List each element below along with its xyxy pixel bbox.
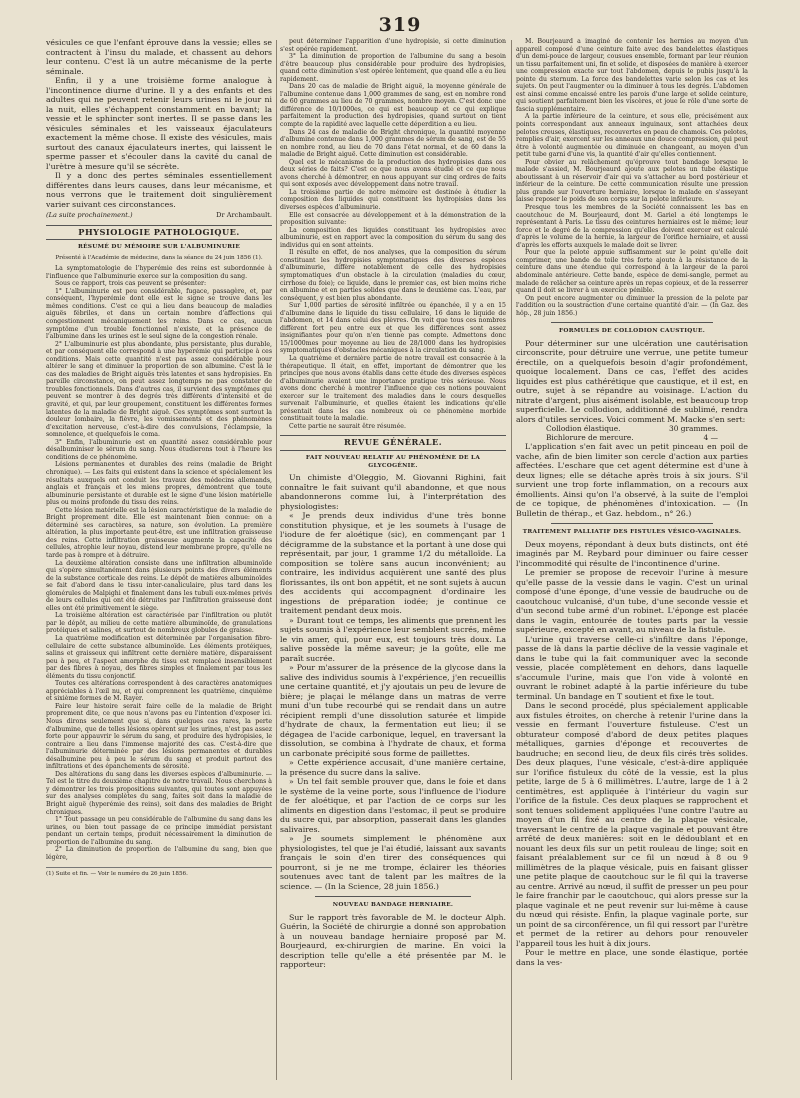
- paragraph: 2° L'albuminurie est plus abondante, plus persistante, plus durable, et par conséquent elle correspond à une hyperémie qui participe à ces conditions. Mais cette quantité n'est pas assez considérable pour altérer le sang et diminuer la proportion de son albumine. C'est là le cas des maladies de Bright aiguës très latentes et sans hydropisies. En pareille circonstance, on peut assez longtemps ne pas constater de troubles fonctionnels. Dans d'autres cas, il survient des symptômes qui peuvent se montrer à des degrés très différents d'intensité et de gravité, et qui, par leur groupement, constituent les différentes formes latentes de la maladie de Bright aiguë. Ces symptômes sont surtout la douleur lombaire, la fièvre, les vomissements et des phénomènes d'excitation nerveuse, c'est-à-dire des convulsions, l'éclampsie, la somnolence, et quelquefois le coma.: [46, 340, 272, 439]
- paragraph: vésicules ce que l'enfant éprouve dans la vessie; elles se contractent à l'insu du malade, et chassent au dehors leur contenu. C'est là un autre mécanisme de la perte séminale.: [46, 38, 272, 76]
- paragraph: Quel est le mécanisme de la production des hydropisies dans ces deux séries de faits? C'est ce que nous avons étudié et ce que nous avons cherché à démontrer, en nous appuyant sur cinq ordres de faits qui sont exposés avec développement dans notre travail.: [280, 158, 506, 189]
- paragraph: Cette partie ne saurait être résumée.: [289, 422, 406, 430]
- paragraph: A la partie inférieure de la ceinture, et sous elle, précisément aux points correspondant aux anneaux inguinaux, sont attachées deux pelotes creuses, élastiques, recouvertes en peau de chamois. Ces pelotes, remplies d'air, exercent sur les anneaux une douce compression, qui peut être à volonté augmentée ou diminuée en changeant, au moyen d'un petit tube garni d'une vis, la quantité d'air qu'elles contiennent.: [516, 113, 748, 159]
- dose: 4 —: [703, 433, 718, 443]
- footnote: (1) Suite et fin. — Voir le numéro du 26 juin 1856.: [46, 867, 272, 879]
- ingredient: Bichlorure de mercure.: [546, 433, 634, 443]
- paragraph: On peut encore augmenter ou diminuer la pression de la pelote par l'addition ou la soustraction d'une certaine quantité d'air. — (In Gaz. des hôp., 28 juin 1856.): [516, 294, 748, 317]
- article-title: FORMULES DE COLLODION CAUSTIQUE.: [558, 328, 706, 335]
- divider: [315, 896, 471, 897]
- article-body: [516, 540, 748, 968]
- paragraph: Faire leur histoire serait faire celle de la maladie de Bright proprement dite, ce que nous n'avons pas eu l'intention d'exposer ici. Nous dirons seulement que si, dans quelques cas rares, la perte d'albumine, que de telles lésions opèrent sur les urines, n'est pas assez forte pour appauvrir le sérum du sang, et produire des hydropisies, le contraire a lieu dans l'immense majorité des cas. C'est-à-dire que l'albuminurie déterminée par des lésions permanentes et durables désalbumine peu à peu le sérum du sang et produit partout des infiltrations et des épanchements de sérosité.: [46, 702, 272, 771]
- paragraph: La symptomatologie de l'hyperémie des reins est subordonnée à l'influence que l'albuminurie exerce sur la composition du sang.: [46, 265, 272, 280]
- intro-text: [46, 38, 272, 209]
- dose: 30 grammes.: [669, 424, 718, 434]
- paragraph: 3° Enfin, l'albuminurie est en quantité assez considérable pour désalbuminiser le sérum du sang. Nous étudierons tout à l'heure les conditions de ce phénomène.: [46, 438, 272, 461]
- author-signature: Dr Archambault.: [216, 211, 272, 219]
- paragraph: « Je prends deux individus d'une très bonne constitution physique, et je les soumets à l'usage de l'iodure de fer aloétique (sic), en commençant par 1 décigramme de la substance et la portant à une dose qui représentait, par jour, 1 gramme 1/2 du métalloïde. La composition se tolère sans aucun inconvénient; au contraire, les individus acquièrent une santé des plus florissantes, ils ont bon appétit, et ne sont sujets à aucun des accidents qui accompagnent d'ordinaire les ingestions de préparation iodée; je continue ce traitement pendant deux mois.: [280, 511, 506, 616]
- paragraph: La troisième partie de notre mémoire est destinée à étudier la composition des liquides qui constituent les hydropisies dans les diverses espèces d'albuminurie.: [280, 188, 506, 212]
- paragraph: Toutes ces altérations correspondent à des caractères anatomiques appréciables à l'œil nu, et qui comprennent les quatrième, cinquième et sixième formes de M. Rayer.: [46, 680, 272, 703]
- article-body: [280, 913, 506, 970]
- paragraph: 2° La diminution de proportion de l'albumine du sang, bien que légère,: [46, 846, 272, 861]
- paragraph: Dans le second procédé, plus spécialement applicable aux fistules étroites, on cherche à retenir l'urine dans la vessie en fermant l'ouverture fistuleuse. C'est un obturateur composé d'abord de deux petites plaques métalliques, garnies d'éponge et recouvertes de baudruche; en second lieu, de deux fils cirés très solides. Des deux plaques, l'une vésicale, c'est-à-dire appliquée sur l'orifice fistuleux du côté de la vessie, est la plus petite, large de 5 à 6 millimètres. L'autre, large de 1 à 2 centimètres, est appliquée à l'intérieur du vagin sur l'orifice de la fistule. Ces deux plaques se rapprochent et sont tenues solidement appliquées l'une contre l'autre au moyen d'un fil fixé au centre de la plaque vésicale, traversant le centre de la plaque vaginale et pouvant être arrêté de deux manières: soit en le dédoublant et en nouant les deux fils sur un petit rouleau de linge; soit en faisant préalablement sur ce fil un nœud à 8 ou 9 millimètres de la plaque vésicale, puis en faisant glisser une petite plaque de caoutchouc sur le fil qui la traverse au centre. Arrivé au nœud, il suffit de presser un peu pour le faire franchir par le caoutchouc, qui alors presse sur la plaque vaginale et ne peut revenir sur lui-même à cause du nœud qui résiste. Enfin, la plaque vaginale porte, sur un point de sa circonférence, un fil qui ressort par l'urètre et permet de la retirer au dehors pour renouveler l'appareil tous les huit à dix jours.: [516, 701, 748, 948]
- paragraph: Elle est consacrée au développement et à la démonstration de la proposition suivante:: [280, 211, 506, 227]
- paragraph: Lésions permanentes et durables des reins (maladie de Bright chronique). — Les faits qui existent dans la science et spécialement les résultats auxquels ont conduit les travaux des médecins allemands, anglais et français et les miens propres, démontrent que toute albuminurie persistante et durable est le signe d'une lésion matérielle plus ou moins profonde du tissu des reins.: [46, 461, 272, 507]
- column-2: [280, 38, 506, 1083]
- article-body: [46, 265, 272, 861]
- column-1: [46, 38, 272, 1083]
- article-body: [280, 473, 506, 891]
- article-body: [516, 442, 748, 518]
- paragraph: » Je soumets simplement le phénomène aux physiologistes, tel que je l'ai étudié, laissant aux savants français le soin d'en tirer des conséquences qui pourront, si je ne me trompe, éclairer les théories soutenues avec tant de talent par les maîtres de la science. — (In la Science, 28 juin 1856.): [280, 834, 506, 891]
- article-title: TRAITEMENT PALLIATIF DES FISTULES VÉSICO-VAGINALES.: [522, 529, 742, 536]
- divider: [551, 523, 713, 524]
- paragraph: L'urine qui traverse celle-ci s'infiltre dans l'éponge, passe de là dans la partie déclive de la vessie vaginale et dans le tube qui la fait communiquer avec la seconde vessie, placée complètement en dehors, dans laquelle s'accumule l'urine, mais que l'on vide à volonté en ouvrant le robinet adapté à la partie inférieure du tube terminal. Un bandage en T soutient et fixe le tout.: [516, 634, 748, 701]
- paragraph: Le premier se propose de recevoir l'urine à mesure qu'elle passe de la vessie dans le vagin. C'est un urinal composé d'une éponge, d'une vessie de baudruche ou de caoutchouc vulcanisé, d'un tube, d'une seconde vessie et d'un second tube armé d'un robinet. L'éponge est placée dans le vagin, entourée de toutes parts par la vessie supérieure, excepté en avant, au niveau de la fistule.: [516, 568, 748, 635]
- paragraph: 3° La diminution de proportion de l'albumine du sang a besoin d'être beaucoup plus considérable pour produire des hydropisies, quand cette diminution s'est opérée lentement, que quand elle a eu lieu rapidement.: [280, 53, 506, 83]
- paragraph: » Un tel fait semble prouver que, dans le foie et dans le système de la veine porte, sous l'influence de l'iodure de fer aloétique, et par l'action de ce corps sur les aliments en digestion dans l'estomac, il peut se produire du sucre qui, par absorption, passerait dans les glandes salivaires.: [280, 777, 506, 834]
- paragraph: Deux moyens, répondant à deux buts distincts, ont été imaginés par M. Reybard pour diminuer ou faire cesser l'incommodité qui résulte de l'incontinence d'urine.: [516, 539, 748, 568]
- column-rule: [511, 40, 512, 1080]
- section-title: PHYSIOLOGIE PATHOLOGIQUE.: [46, 225, 272, 241]
- paragraph: » Cette expérience accusait, d'une manière certaine, la présence du sucre dans la salive.: [280, 758, 506, 777]
- paragraph: La composition des liquides constituant les hydropisies avec albuminurie, est en rapport avec la composition du sérum du sang des individus qui en sont atteints.: [280, 226, 506, 249]
- formula: [516, 424, 748, 442]
- column-rule: [276, 40, 277, 1080]
- divider: [551, 322, 713, 323]
- paragraph: » Durant tout ce temps, les aliments que prennent les sujets soumis à l'expérience leur semblent sucrés, même le vin amer, qui, pour eux, est toujours très doux. La salive possède la même saveur; je la goûte, elle me paraît sucrée.: [280, 615, 506, 663]
- paragraph: Cette lésion matérielle est la lésion caractéristique de la maladie de Bright proprement dite. Elle est maintenant bien connue: on a déterminé ses caractères, sa nature, son évolution. La première altération, la plus importante peut-être, est une infiltration graisseuse des reins. Cette infiltration graisseuse augmente la capacité des cellules, atrophie leur noyau, distend leur membrane propre, qu'elle ne tarde pas à rompre et à détruire.: [46, 506, 272, 559]
- article-subtitle: Présenté à l'Académie de médecine, dans la séance du 24 juin 1856 (1).: [55, 254, 263, 261]
- article-body: [280, 38, 506, 430]
- formula-row: [516, 433, 748, 442]
- paragraph: » Pour m'assurer de la présence de la glycose dans la salive des individus soumis à l'expérience, j'en recueillis une certaine quantité, et j'y ajoutais un peu de levure de bière; je plaçai le mélange dans un matras de verre muni d'un tube recourbé qui se rendait dans un autre récipient rempli d'une dissolution saturée et limpide d'hydrate de chaux, la fermentation eut lieu; il se dégagea de l'acide carbonique, lequel, en traversant la dissolution, se combina à l'hydrate de chaux, et forma un carbonate précipité sous forme de paillettes.: [280, 663, 506, 758]
- paragraph: La troisième altération est caractérisée par l'infiltration ou plutôt par le dépôt, au milieu de cette matière albuminoïde, de granulations protéiques et salines, et surtout de nombreux globules de graisse.: [46, 612, 272, 635]
- paragraph: La quatrième et dernière partie de notre travail est consacrée à la thérapeutique. Il était, en effet, important de démontrer que les principes que nous avons établis dans cette étude des diverses espèces d'albuminurie avaient une importance pratique très sérieuse. Nous avons donc cherché à montrer l'influence que ces notions pouvaient exercer sur le traitement des maladies dans le cours desquelles survenait l'albuminurie, et quelles étaient les indications qu'elle présentait dans les cas nombreux où ce phénomène morbide constituait toute la maladie.: [280, 354, 506, 423]
- paragraph: Dans 24 cas de maladie de Bright chronique, la quantité moyenne d'albumine contenue dans 1,000 grammes de sérum de sang, est de 55 en nombre rond, au lieu de 70 dans l'état normal, et de 60 dans la maladie de Bright aiguë. Cette diminution est considérable.: [280, 128, 506, 159]
- paragraph: Sous ce rapport, trois cas peuvent se présenter:: [55, 280, 207, 288]
- ingredient: Collodion élastique.: [546, 424, 621, 434]
- column-3: [516, 38, 748, 1083]
- section-title: REVUE GÉNÉRALE.: [280, 435, 506, 451]
- article-body: [516, 38, 748, 317]
- paragraph: Des altérations du sang dans les diverses espèces d'albuminurie. — Tel est le titre du deuxième chapitre de notre travail. Nous cherchons à y démontrer les trois propositions suivantes, qui toutes sont appuyées sur des analyses complètes du sang, faites soit dans la maladie de Bright aiguë (hyperémie des reins), soit dans des maladies de Bright chroniques.: [46, 770, 272, 816]
- paragraph: peut déterminer l'apparition d'une hydropisie, si cette diminution s'est opérée rapidement.: [280, 38, 506, 53]
- paragraph: Un chimiste d'Oleggio, M. Giovanni Righini, fait connaître le fait suivant qu'il abandonne, et que nous abandonnerons comme lui, à l'interprétation des physiologistes:: [280, 473, 506, 511]
- article-title: RÉSUMÉ DU MÉMOIRE SUR L'ALBUMINURIE: [77, 244, 241, 251]
- paragraph: Sur le rapport très favorable de M. le docteur Alph. Guérin, la Société de chirurgie a donné son approbation à un nouveau bandage herniaire proposé par M. Bourjeaurd, ex-chirurgien de marine. En voici la description telle qu'elle a été présentée par M. le rapporteur:: [280, 912, 506, 970]
- paragraph: Il résulte en effet, de nos analyses, que la composition du sérum constituant les hydropisies symptomatiques des diverses espèces d'albuminurie, diffère notablement de celle des hydropisies symptomatiques d'un obstacle à la circulation (maladies du cœur, cirrhose du foie); ce liquide, dans le premier cas, est bien moins riche en albumine et en parties solides que dans le deuxième cas. L'eau, par conséquent, y est bien plus abondante.: [280, 249, 506, 302]
- paragraph: Sur 1,000 parties de sérosité infiltrée ou épanchée, il y a en 15 d'albumine dans le liquide du tissu cellulaire, 16 dans le liquide de l'abdomen, et 14 dans celui des plèvres. On voit que tous ces nombres diffèrent fort peu entre eux et que les différences sont assez insignifiantes pour qu'on n'en tienne pas compte. Admettons donc 15/1000mes pour moyenne au lieu de 28/1000 dans les hydropisies symptomatiques d'obstacles mécaniques à la circulation du sang.: [280, 302, 506, 355]
- paragraph: Pour que la pelote appuie suffisamment sur le point qu'elle doit comprimer, une bande de toile très forte ajoute à la résistance de la ceinture dans une étendue qui correspond à la largeur de la paroi abdominale antérieure. Cette bande, espèce de demi-sangle, permet au malade de relâcher sa ceinture après un repas copieux, et de la resserrer quand il doit se livrer à un exercice pénible.: [516, 249, 748, 295]
- paragraph: Il y a donc des pertes séminales essentiellement différentes dans leurs causes, dans leur mécanisme, et nous verrons que le traitement doit singulièrement varier suivant ces circonstances.: [46, 171, 272, 209]
- paragraph: Pour le mettre en place, une sonde élastique, portée dans la ves-: [516, 948, 748, 967]
- article-title: FAIT NOUVEAU RELATIF AU PHÉNOMÈNE DE LA GLYCOGÉNIE.: [305, 454, 481, 469]
- paragraph: Dans 20 cas de maladie de Bright aiguë, la moyenne générale de l'albumine contenue dans 1,000 grammes de sang, est en nombre rond de 60 grammes au lieu de 70 grammes, nombre moyen. C'est donc une différence de 10/1000es, ce qui est beaucoup et ce qui explique parfaitement la production des hydropisies, quand surtout on tient compte de la rapidité avec laquelle cette déperdition a eu lieu.: [280, 83, 506, 129]
- paragraph: M. Bourjeaurd a imaginé de contenir les hernies au moyen d'un appareil composé d'une ceinture faite avec des bandelettes élastiques d'un demi-pouce de largeur, cousues ensemble, formant par leur réunion un tissu parfaitement uni, fin et solide, et disposées de manière à exercer une compression exacte sur tout l'abdomen, depuis le pubis jusqu'à la pointe du sternum. La force des bandelettes varie selon les cas et les sujets. On peut l'augmenter ou la diminuer à tous les degrés. L'abdomen est ainsi comme encaissé entre les parois d'une large et solide ceinture, qui soutient parfaitement bien les viscères, et joue le rôle d'une sorte de fascia supplémentaire.: [516, 38, 748, 113]
- formula-row: [516, 424, 748, 433]
- paragraph: L'application s'en fait avec un petit pinceau en poil de vache, afin de bien limiter son cercle d'action aux parties affectées. L'eschare que cet agent détermine est d'une à deux lignes; elle se détache après trois à six jours. S'il survient une trop forte inflammation, on a recours aux émollients. Ainsi qu'on l'a observé, à la suite de l'emploi de ce topique, de phénomènes d'intoxication. — (In Bulletin de thérap., et Gaz. hebdom., n° 26.): [516, 442, 748, 518]
- paragraph: La quatrième modification est déterminée par l'organisation fibro-cellulaire de cette substance albuminoïde. Les éléments protéiques, salins et graisseux qui infiltrent cette dernière matière, disparaissent peu à peu, et l'aspect amorphe du tissu est remplacé insensiblement par des fibres à noyau, des fibres simples et finalement par tous les éléments du tissu conjonctif.: [46, 634, 272, 680]
- paragraph: Presque tous les membres de la Société connaissent les bas en caoutchouc de M. Bourjeaurd, dont M. Gariel a été longtemps le représentant à Paris. Le tissu des ceintures herniaires est le même; leur force et le degré de la compression qu'elles doivent exercer est calculé d'après le volume de la hernie, la largeur de l'orifice herniaire, et aussi d'après les efforts auxquels le malade doit se livrer.: [516, 204, 748, 249]
- paragraph: Enfin, il y a une troisième forme analogue à l'incontinence diurne d'urine. Il y a des enfants et des adultes qui ne peuvent retenir leurs urines ni le jour ni la nuit, elles s'échappent constamment en bavant; la vessie et le sphincter sont inertes. Il se passe dans les vésicules séminales et les vaisseaux éjaculateurs exactement la même chose. Il existe des vésicules, mais surtout des canaux éjaculateurs inertes, qui laissent le sperme passer et s'écouler dans la cavité du canal de l'urètre à mesure qu'il se sécrète.: [46, 76, 272, 171]
- paragraph: 1° Tout passage un peu considérable de l'albumine du sang dans les urines, ou bien tout passage de ce principe immédiat persistant pendant un certain temps, produit nécessairement la diminution de proportion de l'albumine du sang.: [46, 816, 272, 846]
- paragraph: Pour déterminer sur une ulcération une cautérisation circonscrite, pour détruire une verrue, une petite tumeur érectile, on a quelquefois besoin d'agir profondément, quoique localement. Dans ce cas, l'effet des acides liquides est plus cathérétique que caustique, et il est, en outre, sujet à se répandre au voisinage. L'action du nitrate d'argent, plus aisément isolable, est beaucoup trop superficielle. Le collodion, additionné de sublimé, rendra alors d'utiles services. Voici comment M. Macke s'en sert:: [516, 338, 748, 424]
- article-body: [516, 339, 748, 425]
- continuation-note: (La suite prochainement.): [46, 211, 133, 219]
- paragraph: La deuxième altération consiste dans une infiltration albuminoïde qui s'opère simultanément dans plusieurs points des divers éléments de la substance corticale des reins. Le dépôt de matières albuminoïdes se fait d'abord dans le tissu inter-canaliculaire, plus tard dans les glomérules de Malpighi et finalement dans les tubuli eux-mêmes privés de leurs cellules qui ont été détruites par l'infiltration graisseuse dont elles ont été primitivement le siège.: [46, 559, 272, 612]
- signature-line: [46, 212, 272, 220]
- page-number: 319: [378, 14, 422, 36]
- paragraph: Pour obvier au relâchement qu'éprouve tout bandage lorsque le malade s'assied, M. Bourjeaurd ajoute aux pelotes un tube élastique aboutissant à un réservoir d'air qui va s'attacher au bord postérieur et inférieur de la ceinture. De cette communication résulte une pression plus grande sur l'ouverture herniaire, lorsque le malade en s'asseyant laisse reposer le poids de son corps sur la pelote inférieure.: [516, 158, 748, 204]
- article-title: NOUVEAU BANDAGE HERNIAIRE.: [332, 902, 454, 909]
- paragraph: 1° L'albuminurie est peu considérable, fugace, passagère, et, par conséquent, l'hyperémie dont elle est le signe se trouve dans les mêmes conditions. C'est ce qui a lieu dans beaucoup de maladies aiguës fébriles, et dans un certain nombre d'affections qui congestionnent mécaniquement les reins. Dans ce cas, aucun symptôme d'un trouble fonctionnel n'existe, et la présence de l'albumine dans les urines est le seul signe de la congestion rénale.: [46, 287, 272, 341]
